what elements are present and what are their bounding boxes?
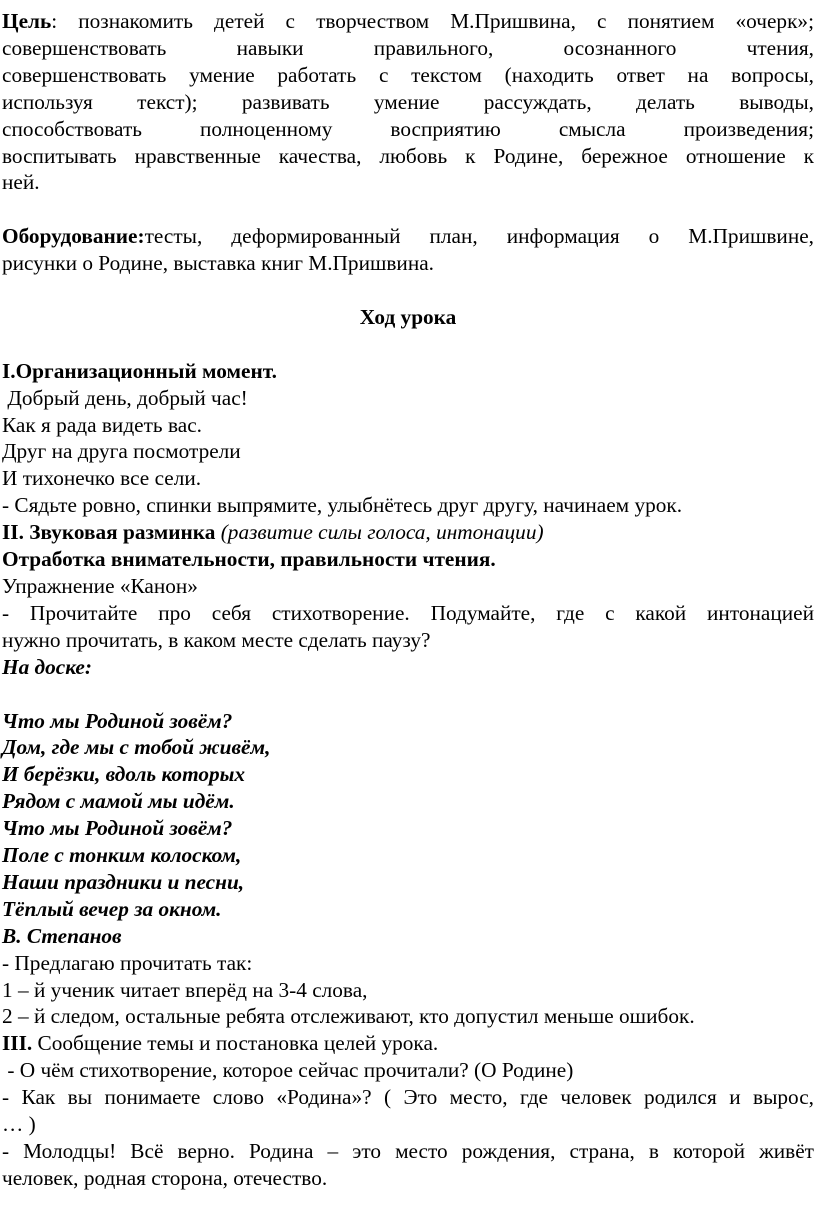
poem-line-6: Поле с тонким колоском, bbox=[2, 843, 242, 868]
spacer bbox=[2, 681, 814, 708]
equipment-text-1: тесты, деформированный план, информация о М.Пришвине, bbox=[144, 224, 814, 249]
reading-line-2: 1 – й ученик читает вперёд на 3-4 слова, bbox=[2, 977, 368, 1002]
goal-line-5: способствовать полноценному восприятию смысла произведения; bbox=[2, 116, 814, 141]
section3-heading-text: Сообщение темы и постановка целей урока. bbox=[32, 1031, 439, 1056]
section3-heading-line bbox=[2, 1030, 814, 1057]
spacer bbox=[2, 196, 814, 223]
goal-line-6: воспитывать нравственные качества, любовь к Родине, бережное отношение к bbox=[2, 143, 814, 168]
goal-line-3: совершенствовать умение работать с текстом (находить ответ на вопросы, bbox=[2, 62, 814, 87]
goal-line-1 bbox=[2, 8, 814, 35]
section1-line-1: Добрый день, добрый час! bbox=[2, 385, 248, 410]
poem-author: В. Степанов bbox=[2, 923, 122, 948]
section3-question-2a: - Как вы понимаете слово «Родина»? ( Это место, где человек родился и вырос, bbox=[2, 1085, 814, 1110]
poem-line-5: Что мы Родиной зовём? bbox=[2, 816, 233, 841]
poem-line-1: Что мы Родиной зовём? bbox=[2, 708, 233, 733]
section3-answer-2: человек, родная сторона, отечество. bbox=[2, 1165, 328, 1190]
section1-heading: I.Организационный момент. bbox=[2, 358, 277, 383]
section2-subheading: Отработка внимательности, правильности чтения. bbox=[2, 547, 496, 572]
board-label: На доске: bbox=[2, 654, 92, 679]
equipment-line-1 bbox=[2, 223, 814, 250]
poem-line-3: И берёзки, вдоль которых bbox=[2, 762, 246, 787]
poem-line-4: Рядом с мамой мы идём. bbox=[2, 789, 235, 814]
reading-line-1: - Предлагаю прочитать так: bbox=[2, 950, 253, 975]
reading-line-3: 2 – й следом, остальные ребята отслеживают, кто допустил меньше ошибок. bbox=[2, 1004, 695, 1029]
section3-heading-num: III. bbox=[2, 1031, 33, 1056]
poem-line-8: Тёплый вечер за окном. bbox=[2, 896, 222, 921]
section2-heading: II. Звуковая разминка bbox=[2, 520, 216, 545]
section2-instruction-1: - Прочитайте про себя стихотворение. Подумайте, где с какой интонацией bbox=[2, 600, 814, 625]
section2-exercise: Упражнение «Канон» bbox=[2, 573, 198, 598]
section1-line-2: Как я рада видеть вас. bbox=[2, 412, 202, 437]
section3-question-2b: … ) bbox=[2, 1112, 36, 1137]
section1-line-5: - Сядьте ровно, спинки выпрямите, улыбнётесь друг другу, начинаем урок. bbox=[2, 493, 683, 518]
section2-note: (развитие силы голоса, интонации) bbox=[215, 520, 544, 545]
goal-label: Цель bbox=[2, 9, 52, 33]
spacer bbox=[2, 331, 814, 358]
section2-heading-line bbox=[2, 519, 814, 546]
section2-instruction-2: нужно прочитать, в каком месте сделать паузу? bbox=[2, 627, 431, 652]
goal-text-1: : познакомить детей с творчеством М.Пришвина, с понятием «очерк»; bbox=[51, 9, 814, 33]
section1-line-3: Друг на друга посмотрели bbox=[2, 439, 241, 464]
poem-line-7: Наши праздники и песни, bbox=[2, 869, 245, 894]
section1-line-4: И тихонечко все сели. bbox=[2, 466, 202, 491]
section3-answer-1: - Молодцы! Всё верно. Родина – это место рождения, страна, в которой живёт bbox=[2, 1139, 814, 1163]
goal-line-4: используя текст); развивать умение рассуждать, делать выводы, bbox=[2, 89, 814, 114]
section3-question-1: - О чём стихотворение, которое сейчас прочитали? (О Родине) bbox=[2, 1058, 574, 1083]
poem-line-2: Дом, где мы с тобой живём, bbox=[2, 735, 271, 760]
equipment-line-2: рисунки о Родине, выставка книг М.Пришвина. bbox=[2, 251, 434, 276]
lesson-title: Ход урока bbox=[359, 304, 457, 329]
equipment-label: Оборудование: bbox=[2, 224, 145, 249]
spacer bbox=[2, 277, 814, 304]
goal-line-2: совершенствовать навыки правильного, осознанного чтения, bbox=[2, 35, 814, 60]
goal-line-7: ней. bbox=[2, 170, 40, 195]
